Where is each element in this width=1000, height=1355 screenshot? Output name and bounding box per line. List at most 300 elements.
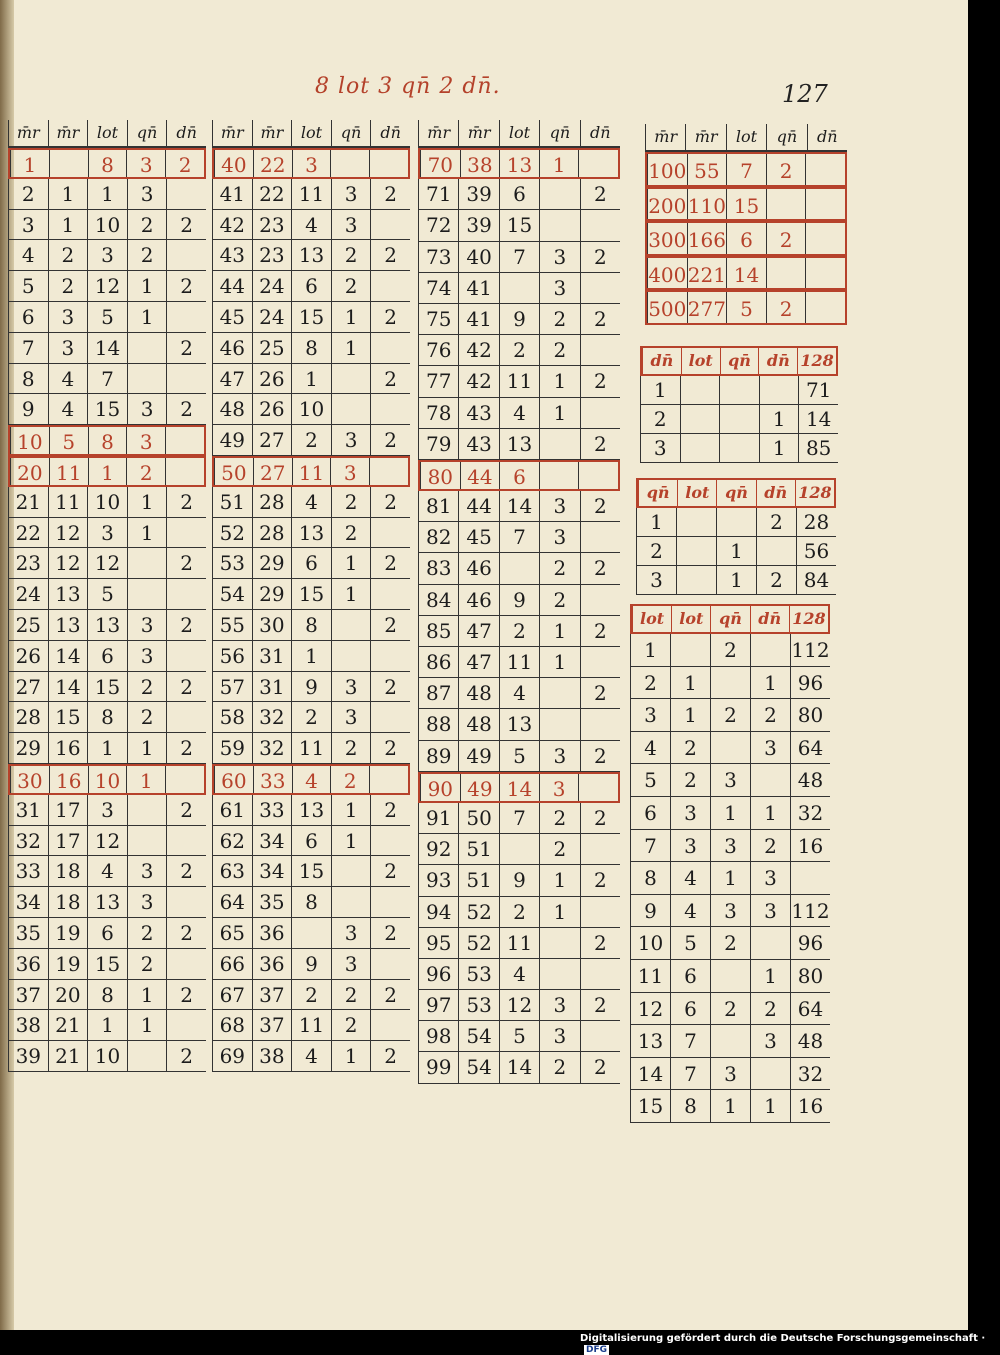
table-cell: 19 [48,949,88,979]
table-cell: 21 [48,1041,88,1071]
table-row [8,333,206,364]
table-cell: 60 [214,766,253,793]
table-row [418,148,620,179]
table-cell: 30 [252,610,292,640]
table-cell: 28 [8,702,48,732]
table-cell: 51 [458,865,498,895]
table-row [8,240,206,271]
table-quentin [636,478,836,595]
table-cell: 5 [499,1021,539,1051]
table-cell [370,210,410,240]
table-marks-1-39 [8,120,206,1072]
table-cell: 2 [331,271,371,301]
table-cell [719,405,759,433]
header-cell: dn̄ [758,348,797,374]
table-cell: 2 [750,830,790,862]
table-cell [766,189,806,220]
table-cell: 3 [539,242,579,272]
table-row [418,834,620,865]
table-cell: 1 [291,641,331,671]
header-cell: lot [726,124,766,150]
table-cell: 2 [370,364,410,394]
header-cell: dn̄ [166,120,206,146]
table-cell: 2 [499,335,539,365]
table-cell: 48 [458,709,498,739]
header-cell: dn̄ [756,480,795,506]
table-cell: 2 [166,210,206,240]
table-row [212,641,410,672]
table-cell [580,522,620,552]
table-cell: 26 [8,641,48,671]
table-cell: 100 [647,154,687,185]
table-cell: 1 [539,366,579,396]
table-cell: 3 [331,425,371,455]
table-cell: 2 [330,766,369,793]
table-cell: 13 [291,240,331,270]
table-cell: 2 [166,394,206,424]
table-cell: 96 [790,927,830,959]
table-cell: 2 [539,1052,579,1082]
table-cell: 112 [790,895,830,927]
table-cell: 4 [291,487,331,517]
table-cell: 16 [48,733,88,763]
table-cell: 3 [48,333,88,363]
table-row [212,887,410,918]
table-cell: 72 [418,210,458,240]
header-cell: dn̄ [642,348,681,374]
table-cell: 1 [331,826,371,856]
table-cell: 76 [418,335,458,365]
table-cell: 2 [166,856,206,886]
table-cell: 4 [48,394,88,424]
table-row [8,826,206,857]
table-cell [680,405,720,433]
table-cell: 5 [87,579,127,609]
table-cell: 8 [291,610,331,640]
table-cell: 2 [126,458,165,485]
table-cell: 62 [212,826,252,856]
table-header [640,346,838,376]
table-cell: 2 [580,990,620,1020]
table-row [418,959,620,990]
table-cell [166,702,206,732]
table-row [418,585,620,616]
table-cell: 1 [710,797,750,829]
table-cell: 48 [790,764,830,796]
table-cell: 1 [759,405,799,433]
table-cell [127,364,167,394]
table-cell [580,897,620,927]
table-cell [759,376,799,404]
table-cell: 18 [48,887,88,917]
table-row [630,699,830,732]
table-cell: 1 [331,548,371,578]
table-cell [127,795,167,825]
table-cell: 42 [212,210,252,240]
table-cell [166,302,206,332]
table-cell: 38 [8,1010,48,1040]
table-cell [578,462,618,489]
table-cell: 2 [766,154,806,185]
table-cell: 48 [790,1025,830,1057]
header-cell: m̄r [48,120,88,146]
table-cell: 1 [48,179,88,209]
table-cell [127,548,167,578]
table-cell: 2 [580,803,620,833]
table-cell: 33 [252,795,292,825]
table-cell: 6 [670,960,710,992]
table-row [630,993,830,1026]
table-cell: 23 [252,240,292,270]
table-row [418,304,620,335]
table-cell: 2 [580,242,620,272]
table-cell: 7 [726,154,766,185]
table-cell: 1 [87,733,127,763]
table-cell: 8 [291,887,331,917]
table-cell: 11 [291,179,331,209]
table-cell: 2 [331,980,371,1010]
table-cell: 277 [687,292,727,323]
table-row [212,672,410,703]
table-cell: 11 [499,647,539,677]
table-cell: 29 [8,733,48,763]
table-cell: 3 [331,210,371,240]
table-cell [370,702,410,732]
table-header [8,120,206,148]
header-cell: dn̄ [370,120,410,146]
table-cell: 500 [647,292,687,323]
table-cell: 47 [458,616,498,646]
table-row [636,566,836,595]
header-cell: lot [632,606,671,632]
header-cell: 128 [795,480,834,506]
table-row [630,797,830,830]
table-cell: 2 [580,366,620,396]
table-cell: 3 [127,887,167,917]
table-cell: 46 [458,585,498,615]
header-cell: 128 [797,348,836,374]
table-header [645,124,847,152]
table-cell: 110 [687,189,727,220]
table-row [636,537,836,566]
table-row [8,425,206,456]
table-cell: 54 [458,1052,498,1082]
table-cell [719,434,759,462]
table-cell [680,434,720,462]
table-cell: 85 [418,616,458,646]
table-row [418,522,620,553]
table-cell: 13 [630,1025,670,1057]
table-cell: 39 [8,1041,48,1071]
table-cell: 2 [370,487,410,517]
table-cell: 49 [212,425,252,455]
table-cell: 7 [630,830,670,862]
table-cell [370,887,410,917]
table-cell: 2 [750,993,790,1025]
table-cell: 4 [670,862,710,894]
table-cell [166,179,206,209]
table-cell: 2 [331,518,371,548]
table-cell: 2 [370,240,410,270]
header-cell: m̄r [685,124,725,150]
table-cell: 2 [630,667,670,699]
table-cell: 2 [640,405,680,433]
table-cell [539,959,579,989]
table-cell: 41 [458,273,498,303]
table-row [212,579,410,610]
table-cell [580,585,620,615]
table-cell: 2 [370,795,410,825]
table-cell: 3 [539,741,579,771]
table-row [640,405,838,434]
table-row [645,152,847,187]
table-cell: 15 [87,672,127,702]
table-cell: 2 [331,733,371,763]
header-cell: qn̄ [766,124,806,150]
table-cell: 55 [687,154,727,185]
table-cell: 16 [790,830,830,862]
table-cell: 12 [87,271,127,301]
table-cell: 2 [580,429,620,459]
table-cell: 44 [212,271,252,301]
table-cell: 10 [630,927,670,959]
table-cell: 80 [790,960,830,992]
table-cell: 68 [212,1010,252,1040]
table-cell: 71 [798,376,838,404]
table-cell: 2 [166,333,206,363]
table-cell: 2 [580,741,620,771]
table-cell [165,458,204,485]
table-cell: 7 [8,333,48,363]
table-cell: 15 [291,856,331,886]
table-cell: 13 [87,887,127,917]
table-cell: 7 [670,1058,710,1090]
table-row [8,887,206,918]
table-cell: 1 [127,271,167,301]
table-cell: 15 [87,394,127,424]
header-cell: m̄r [8,120,48,146]
table-cell [805,223,845,254]
table-cell: 44 [460,462,500,489]
table-row [8,733,206,764]
table-cell: 87 [418,678,458,708]
table-cell [710,732,750,764]
table-row [212,240,410,271]
table-cell [680,376,720,404]
table-cell: 4 [48,364,88,394]
table-cell: 25 [252,333,292,363]
table-cell: 2 [127,672,167,702]
table-row [212,364,410,395]
table-cell [166,949,206,979]
table-cell: 3 [48,302,88,332]
table-cell: 2 [670,732,710,764]
table-row [212,980,410,1011]
table-cell: 20 [48,980,88,1010]
table-cell: 26 [252,364,292,394]
table-cell: 32 [8,826,48,856]
table-cell: 2 [127,949,167,979]
table-cell: 2 [166,1041,206,1071]
table-cell: 46 [212,333,252,363]
table-cell: 21 [48,1010,88,1040]
table-cell: 15 [291,579,331,609]
table-cell: 5 [87,302,127,332]
table-cell [331,394,371,424]
table-cell [369,766,408,793]
table-marks-70-99 [418,120,620,1084]
table-cell: 112 [790,634,830,666]
table-cell: 3 [539,1021,579,1051]
table-cell: 21 [8,487,48,517]
table-cell: 8 [88,427,127,454]
table-cell: 2 [539,553,579,583]
table-cell: 58 [212,702,252,732]
table-cell: 7 [499,522,539,552]
table-row [418,491,620,522]
table-cell: 4 [8,240,48,270]
table-cell: 1 [539,647,579,677]
table-row [8,672,206,703]
table-cell: 1 [331,795,371,825]
table-cell: 8 [8,364,48,394]
table-cell [578,150,618,177]
table-cell: 31 [8,795,48,825]
table-cell: 93 [418,865,458,895]
table-cell [49,150,88,177]
table-cell [539,210,579,240]
table-cell: 3 [331,179,371,209]
header-cell: lot [87,120,127,146]
table-row [418,803,620,834]
table-cell: 3 [539,491,579,521]
table-cell: 79 [418,429,458,459]
table-cell: 2 [710,699,750,731]
table-cell: 9 [291,672,331,702]
table-cell: 14 [48,672,88,702]
table-cell: 3 [127,856,167,886]
table-cell: 7 [499,803,539,833]
table-cell: 3 [539,990,579,1020]
table-cell: 39 [458,179,498,209]
table-cell [165,427,204,454]
table-row [8,610,206,641]
table-cell [580,647,620,677]
table-cell: 6 [499,179,539,209]
table-cell: 12 [87,826,127,856]
table-cell: 55 [212,610,252,640]
table-cell [166,887,206,917]
table-cell [370,826,410,856]
table-row [212,487,410,518]
table-cell [370,271,410,301]
table-cell: 6 [630,797,670,829]
table-row [630,1090,830,1123]
table-row [630,764,830,797]
table-row [8,579,206,610]
table-cell: 3 [750,862,790,894]
table-cell [331,856,371,886]
table-cell: 8 [88,150,127,177]
table-cell: 13 [499,150,539,177]
table-row [418,553,620,584]
table-cell: 6 [726,223,766,254]
table-cell [165,766,204,793]
table-cell: 6 [670,993,710,1025]
table-cell: 43 [458,429,498,459]
table-cell: 3 [710,1058,750,1090]
table-row [418,210,620,241]
table-cell: 28 [796,508,836,536]
table-cell: 2 [291,425,331,455]
table-row [418,398,620,429]
table-cell: 1 [331,1041,371,1071]
table-cell: 2 [539,335,579,365]
table-row [630,960,830,993]
table-cell: 10 [87,487,127,517]
header-cell: lot [499,120,539,146]
table-cell: 12 [87,548,127,578]
table-cell: 7 [499,242,539,272]
table-row [418,741,620,772]
table-cell: 15 [291,302,331,332]
table-cell: 36 [252,918,292,948]
table-cell: 1 [331,302,371,332]
table-cell: 12 [499,990,539,1020]
table-cell: 25 [8,610,48,640]
table-cell [539,928,579,958]
table-cell: 2 [370,733,410,763]
table-row [212,1041,410,1072]
table-cell: 2 [331,487,371,517]
table-cell: 1 [539,865,579,895]
table-cell: 23 [252,210,292,240]
table-cell: 11 [291,733,331,763]
table-cell: 47 [458,647,498,677]
table-row [8,918,206,949]
table-cell: 3 [292,150,331,177]
table-cell: 40 [214,150,253,177]
table-cell: 3 [710,830,750,862]
table-cell: 3 [8,210,48,240]
table-cell [166,364,206,394]
table-row [8,1041,206,1072]
table-cell: 2 [127,918,167,948]
table-cell: 2 [580,678,620,708]
header-cell: qn̄ [638,480,677,506]
table-cell: 14 [499,1052,539,1082]
table-cell: 43 [458,398,498,428]
table-cell: 3 [87,240,127,270]
table-cell [539,678,579,708]
table-header [212,120,410,148]
table-cell: 11 [292,458,331,485]
table-cell: 80 [790,699,830,731]
table-cell: 1 [127,487,167,517]
table-cell [166,1010,206,1040]
table-cell: 40 [458,242,498,272]
table-cell: 1 [126,766,165,793]
header-cell: qn̄ [331,120,371,146]
table-row [418,647,620,678]
table-cell: 10 [88,766,127,793]
table-cell: 3 [750,732,790,764]
header-cell: 128 [789,606,828,632]
table-cell: 28 [252,487,292,517]
table-cell: 13 [499,429,539,459]
table-row [418,772,620,803]
table-row [645,290,847,325]
